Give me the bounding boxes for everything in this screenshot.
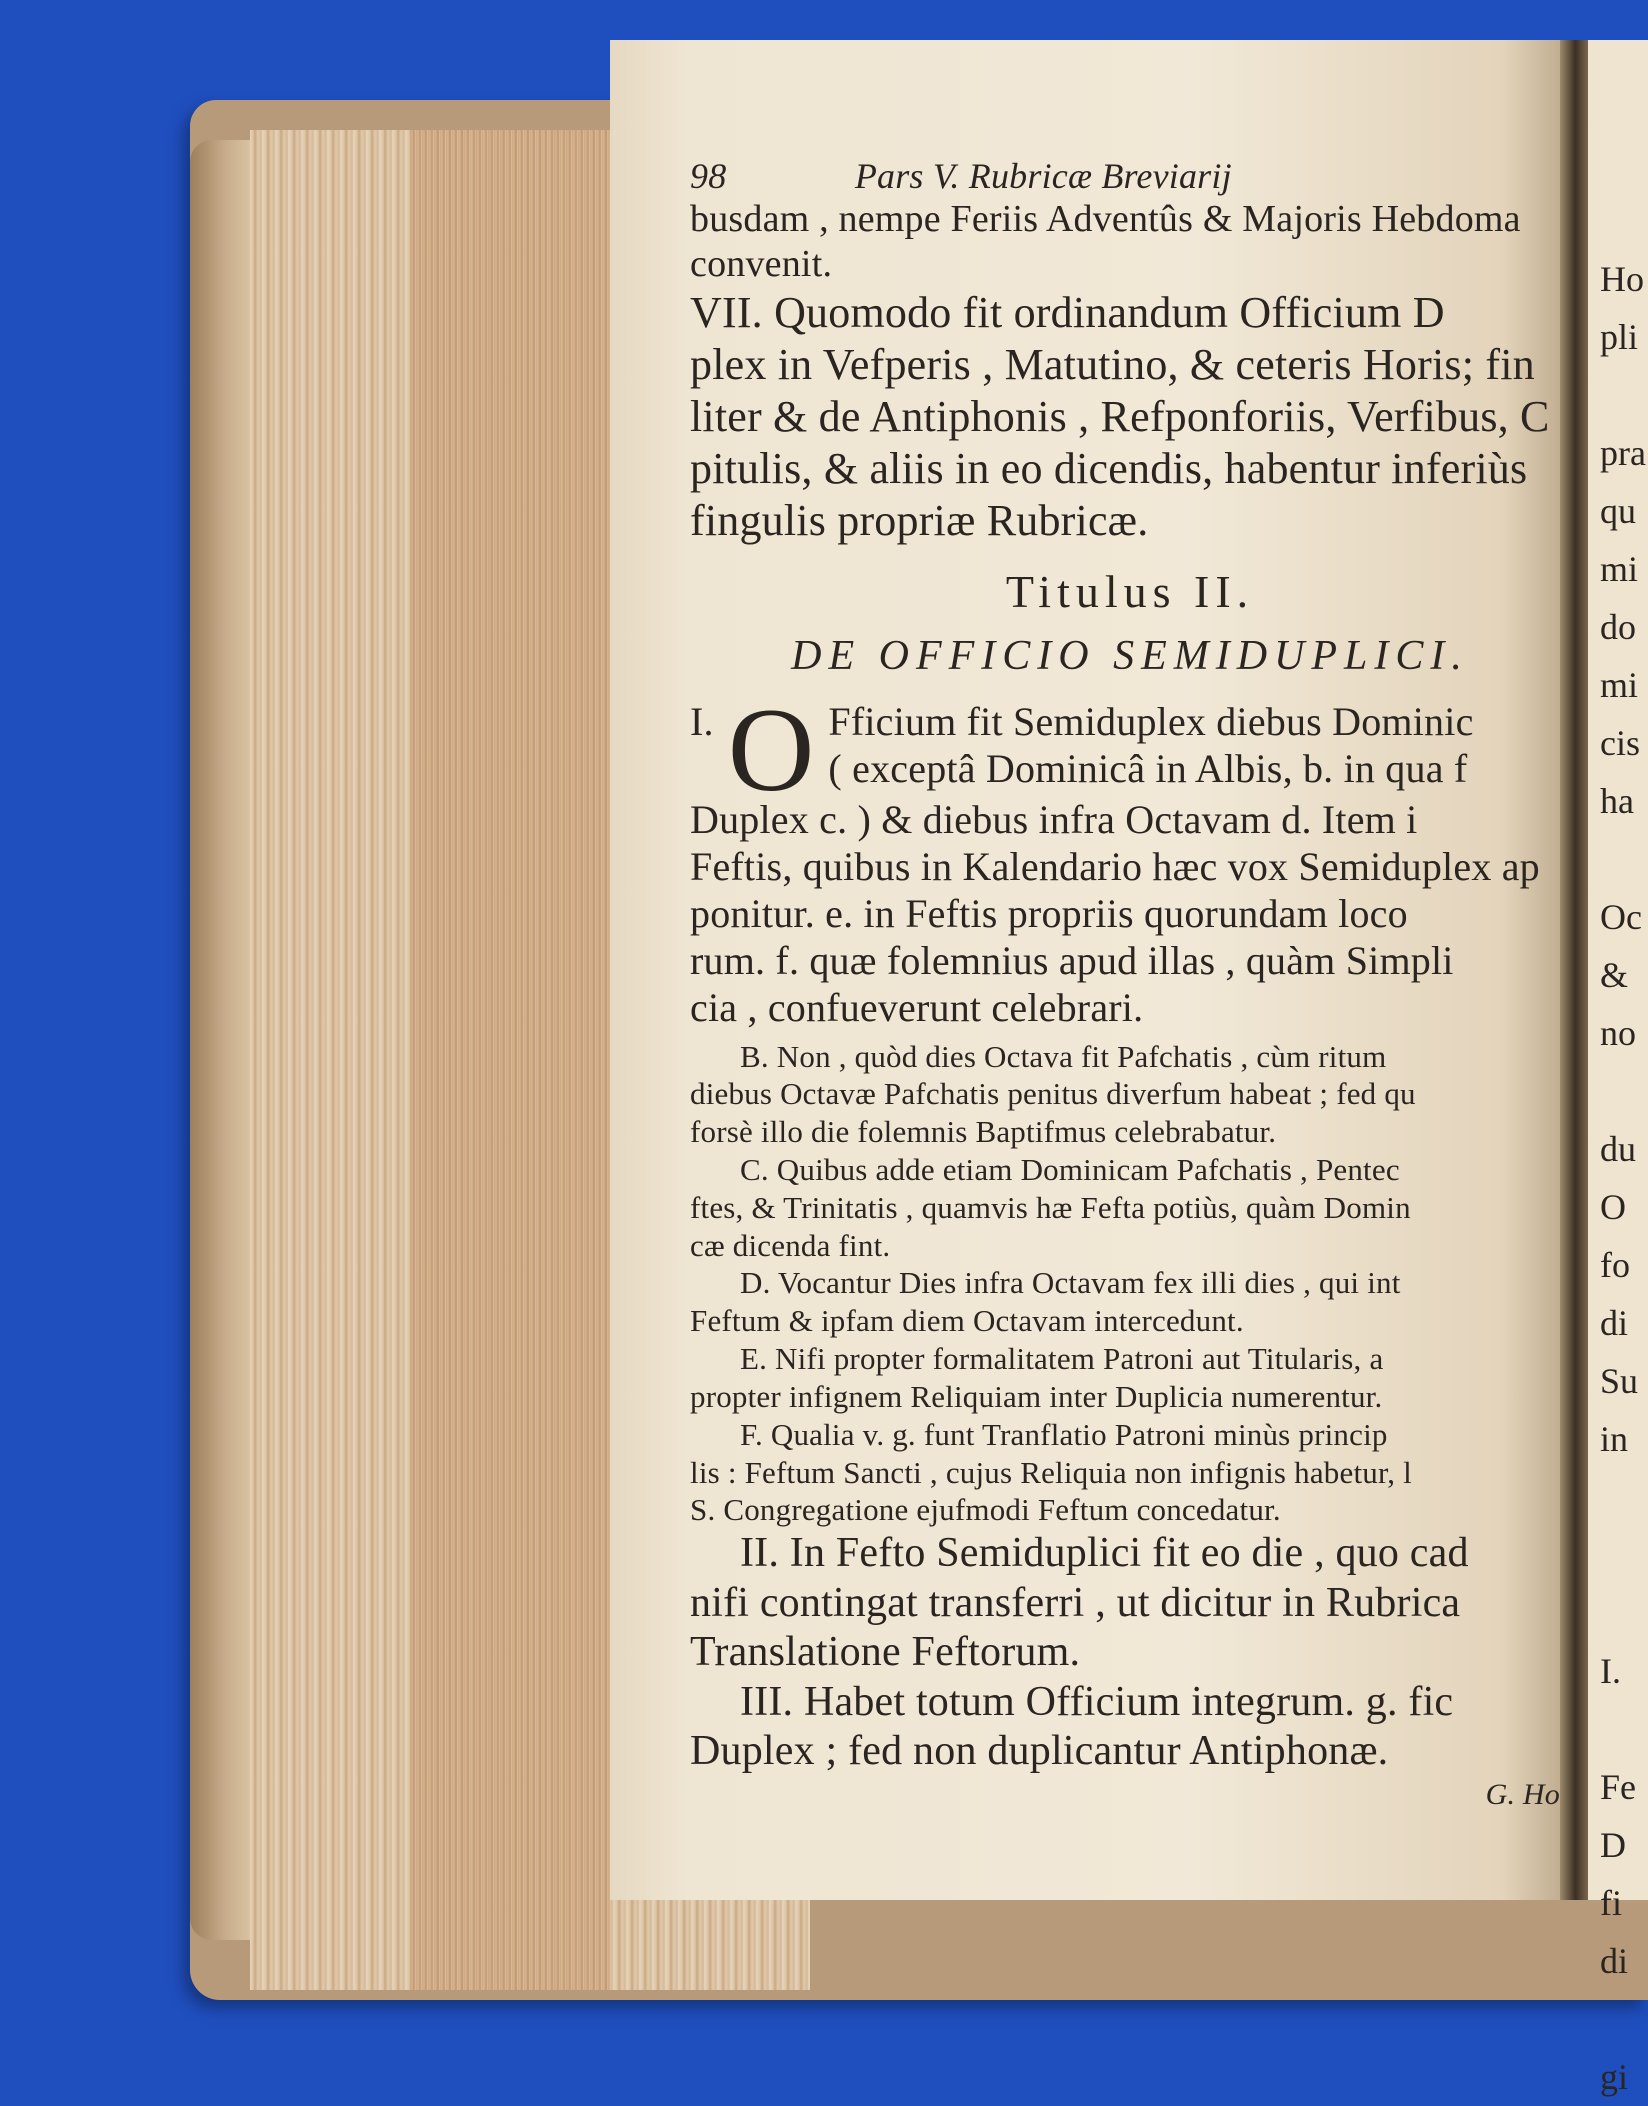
paragraph-ii [690,1529,1570,1678]
book-spine-edge [190,140,250,1940]
right-page-fragment: di [1600,1941,1629,1981]
text-line: Feftis, quibus in Kalendario hæc vox Semiduplex ap [690,843,1540,889]
note-line: diebus Octavæ Pafchatis penitus diverfum habeat ; fed qu [690,1076,1416,1112]
paragraph-i [690,698,1570,796]
right-page-fragment [1600,1584,1648,1642]
note-line: B. Non , quòd dies Octava fit Pafchatis , cùm ritum [740,1038,1387,1074]
right-page-fragment [1600,1468,1648,1526]
note-line: F. Qualia v. g. funt Tranflatio Patroni minùs princip [740,1416,1388,1452]
text-line: busdam , nempe Feriis Adventûs & Majoris Hebdoma [690,198,1521,241]
right-page-fragment: cis [1600,723,1640,763]
text-line: fingulis propriæ Rubricæ. [690,495,1149,545]
page-number: 98 [690,156,727,196]
note-line: S. Congregatione ejufmodi Feftum concedatur. [690,1492,1281,1528]
right-page-fragment: du [1600,1129,1636,1169]
right-page-fragment: Oc [1600,897,1642,937]
right-page-fragment: pli [1600,317,1639,357]
text-line: convenit. [690,243,833,286]
right-page-fragment: ha [1600,781,1634,821]
right-page-fragment: no [1600,1013,1636,1053]
note-line: Feftum & ipfam diem Octavam intercedunt. [690,1303,1244,1339]
right-page-fragment [1600,830,1648,888]
page-edges-shade [410,130,610,1990]
right-page-fragment: mi [1600,665,1639,705]
right-page-fragment: D [1600,1825,1626,1865]
drop-cap: O [727,697,815,796]
right-page-fragment: gi [1600,2057,1629,2097]
footnotes [690,1038,1570,1530]
right-page-fragment: Fe [1600,1767,1636,1807]
right-page-fragment: Su [1600,1361,1639,1401]
note-line: E. Nifi propter formalitatem Patroni aut Titularis, a [740,1341,1384,1377]
right-page-text [1600,250,1648,2106]
text-line: Duplex c. ) & diebus infra Octavam d. Item i [690,796,1418,842]
right-page-fragment: & [1600,955,1629,995]
note-line: cæ dicenda fint. [690,1227,891,1263]
text-line: Duplex ; fed non duplicantur Antiphonæ. [690,1728,1389,1775]
text-line: pitulis, & aliis in eo dicendis, habentur inferiùs [690,443,1528,493]
top-lines [690,197,1570,287]
note-line: C. Quibus adde etiam Dominicam Pafchatis , Pentec [740,1152,1400,1188]
text-line: cia , confueverunt celebrari. [690,985,1144,1031]
text-line: ( exceptâ Dominicâ in Albis, b. in qua f [828,745,1468,791]
note-line: forsè illo die folemnis Baptifmus celebrabatur. [690,1114,1277,1150]
catchword: G. Ho [1485,1777,1560,1811]
text-line: VII. Quomodo fit ordinandum Officium D [690,288,1445,338]
text-line: rum. f. quæ folemnius apud illas , quàm Simpli [690,938,1454,984]
note-line: propter infignem Reliquiam inter Duplicia numerentur. [690,1378,1383,1414]
right-page-fragment: fo [1600,1245,1630,1285]
page-text [690,155,1570,1875]
text-line: III. Habet totum Officium integrum. g. fic [740,1678,1454,1725]
right-page-fragment: qu [1600,491,1636,531]
right-page-fragment: in [1600,1419,1629,1459]
text-line: nifi contingat transferri , ut dicitur in Rubrica [690,1579,1461,1626]
running-head [690,155,1570,197]
right-page-fragment: Ho [1600,259,1644,299]
note-line: lis : Feftum Sancti , cujus Reliquia non infignis habetur, l [690,1454,1412,1490]
right-page-fragment: pra [1600,433,1646,473]
paragraph-number: I. [690,698,714,744]
right-page-fragment: I. [1600,1651,1621,1691]
section-title: Titulus II. [1005,565,1255,617]
right-page-fragment: di [1600,1303,1629,1343]
right-page-fragment: O [1600,1187,1626,1227]
text-line: II. In Fefto Semiduplici fit eo die , quo cad [740,1530,1469,1577]
right-page-fragment [1600,1990,1648,2048]
right-page-fragment [1600,1526,1648,1584]
note-line: D. Vocantur Dies infra Octavam fex illi dies , qui int [740,1265,1401,1301]
running-title: Pars V. Rubricæ Breviarij [854,156,1232,196]
text-line: plex in Vefperis , Matutino, & ceteris Horis; fin [690,340,1535,390]
text-line: Translatione Feftorum. [690,1629,1081,1676]
text-line: liter & de Antiphonis , Refponforiis, Verfibus, C [690,391,1550,441]
text-line: Fficium fit Semiduplex diebus Dominic [828,698,1474,744]
right-page-fragment: do [1600,607,1636,647]
right-page-fragment [1600,1062,1648,1120]
right-page-fragment [1600,366,1648,424]
section-subtitle: DE OFFICIO SEMIDUPLICI. [791,632,1469,679]
right-page-fragment: fi [1600,1883,1622,1923]
paragraph-iii [690,1678,1570,1777]
right-page-fragment: mi [1600,549,1639,589]
paragraph-vii [690,287,1570,547]
text-line: ponitur. e. in Feftis propriis quorundam loco [690,891,1408,937]
right-page-fragment [1600,1700,1648,1758]
note-line: ftes, & Trinitatis , quamvis hæ Fefta potiùs, quàm Domin [690,1189,1411,1225]
